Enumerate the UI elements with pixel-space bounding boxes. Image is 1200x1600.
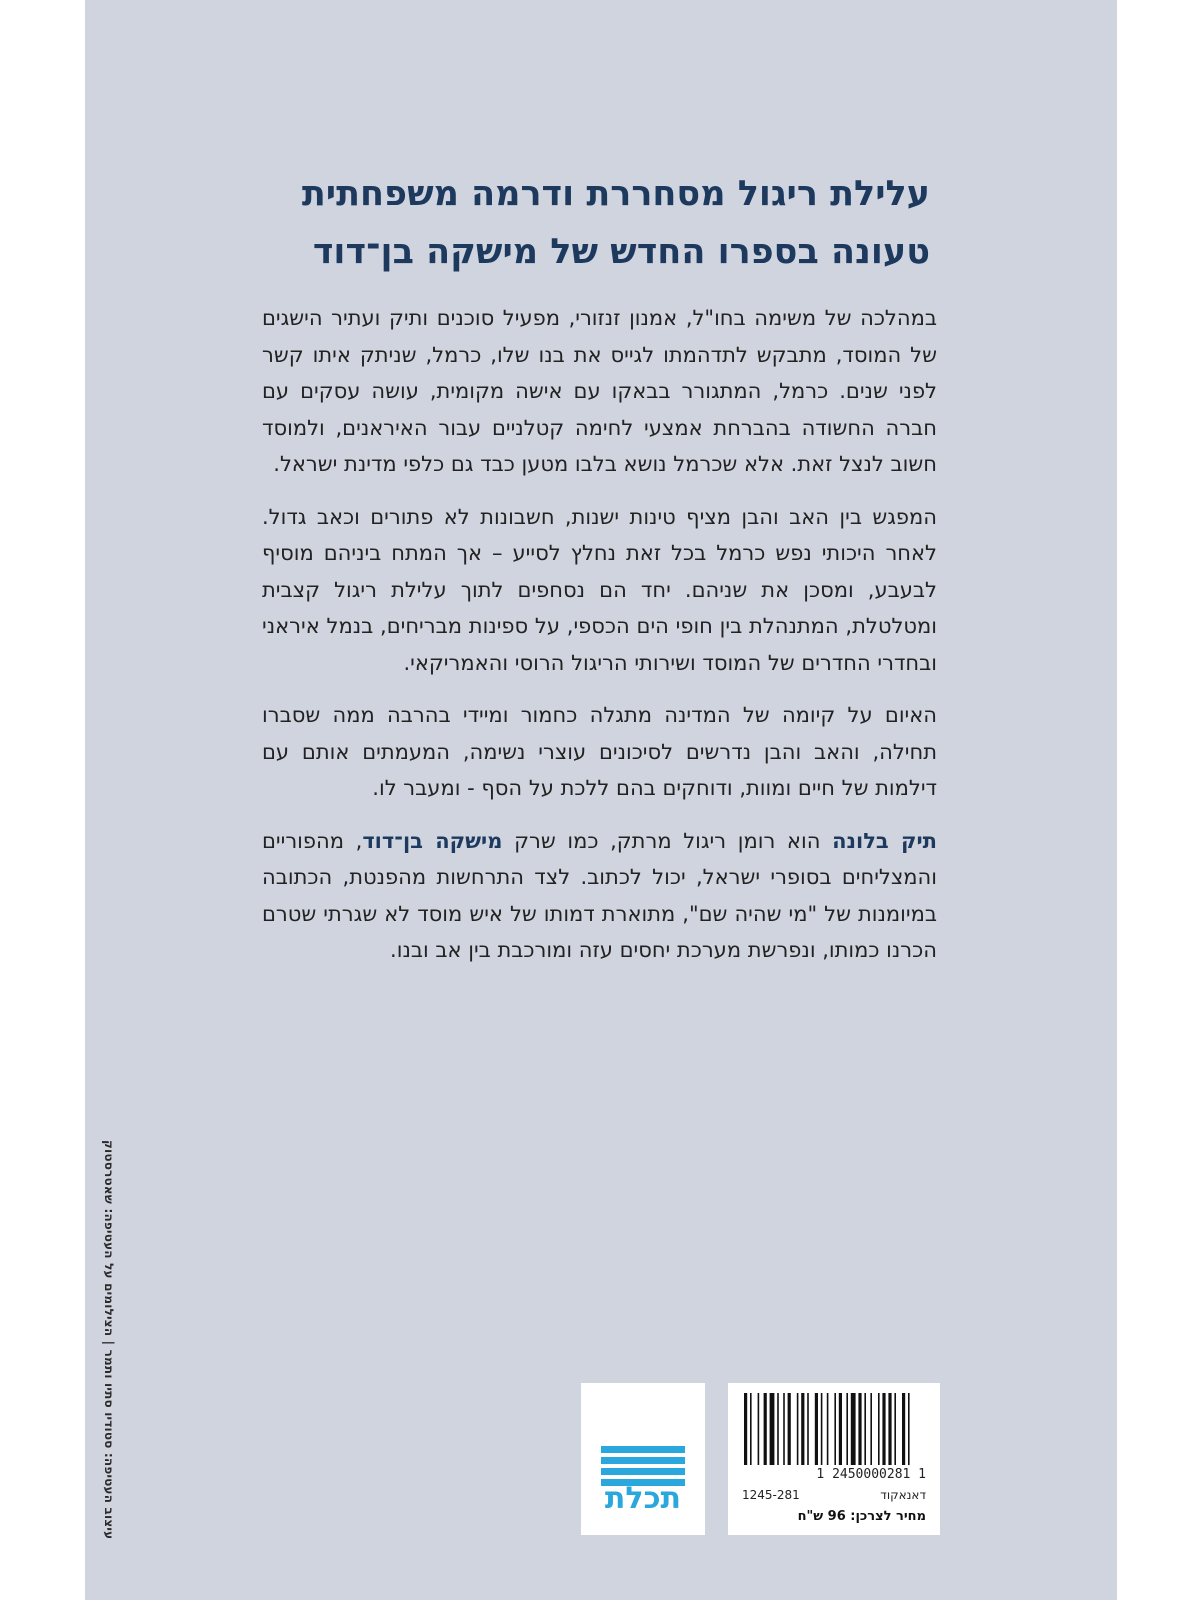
headline xyxy=(170,165,930,281)
cover-credit-text: עיצוב העטיפה: סטודיו סתיו ותמר | הצילומים על העטיפה: שאטרסטוק xyxy=(102,1140,116,1540)
blurb-text xyxy=(262,300,937,985)
blurb-paragraph-1: במהלכה של משימה בחו"ל, אמנון זנזורי, מפעיל סוכנים ותיק ועתיר הישגים של המוסד, מתבקש לתדהמתו לגייס את בנו שלו, כרמל, שניתק איתו קשר לפני שנים. כרמל, המתגורר בבאקו עם אישה מקומית, עושה עסקים עם חברה החשודה בהברחת אמצעי לחימה קטלניים עבור האיראנים, ולמוסד חשוב לנצל זאת. אלא שכרמל נושא בלבו מטען כבד גם כלפי מדינת ישראל. xyxy=(262,306,937,476)
headline-line-1: עלילת ריגול מסחררת ודרמה משפחתית xyxy=(301,174,930,214)
blurb-closing-paragraph xyxy=(262,823,937,969)
dana-code-row xyxy=(742,1488,926,1502)
publisher-logo xyxy=(581,1383,705,1535)
headline-line-2: טעונה בספרו החדש של מישקה בן־דוד xyxy=(312,232,930,272)
dana-code-value: 1245-281 xyxy=(742,1488,800,1502)
blurb-paragraph-2: המפגש בין האב והבן מציף טינות ישנות, חשבונות לא פתורים וכאב גדול. לאחר היכותי נפש כרמל בכל זאת נחלץ לסייע – אך המתח ביניהם מוסיף לבעבע, ומסכן את שניהם. יחד הם נסחפים לתוך עלילת ריגול קצבית ומטלטלת, המתנהלת בין חופי הים הכספי, על ספינות מבריחים, בנמל איראני ובחדרי החדרים של המוסד ושירותי הריגול הרוסי והאמריקאי. xyxy=(262,504,937,675)
blurb-paragraph-3: האיום על קיומה של המדינה מתגלה כחמור ומיידי בהרבה ממה שסברו תחילה, והאב והבן נדרשים לסיכונים עוצרי נשימה, המעמתים אותם עם דילמות של חיים ומוות, ודוחקים בהם ללכת על הסף - ומעבר לו. xyxy=(262,703,937,800)
closing-text-2: , מהפוריים והמצליחים בסופרי ישראל, יכול לכתוב. לצד התרחשות מהפנטת, הכתובה במיומנות של "מי שהיה שם", מתוארת דמותו של איש מוסד לא שגרתי שטרם הכרנו כמותו, ונפרשת מערכת יחסים עזה ומורכבת בין אב ובנו. xyxy=(262,828,937,962)
barcode-panel xyxy=(728,1383,940,1535)
publisher-name: תכלת xyxy=(604,1481,682,1516)
barcode-number: 1 2450000281 1 xyxy=(816,1467,926,1482)
cover-credit xyxy=(102,1140,126,1580)
barcode-graphic xyxy=(744,1393,928,1465)
dana-code-label: דאנאקוד xyxy=(880,1488,926,1502)
author-name: מישקה בן־דוד xyxy=(362,828,503,853)
price-label: מחיר לצרכן: 96 ש"ח xyxy=(797,1509,926,1524)
book-title: תיק בלונה xyxy=(832,828,937,853)
closing-text-1: הוא רומן ריגול מרתק, כמו שרק xyxy=(502,828,833,853)
